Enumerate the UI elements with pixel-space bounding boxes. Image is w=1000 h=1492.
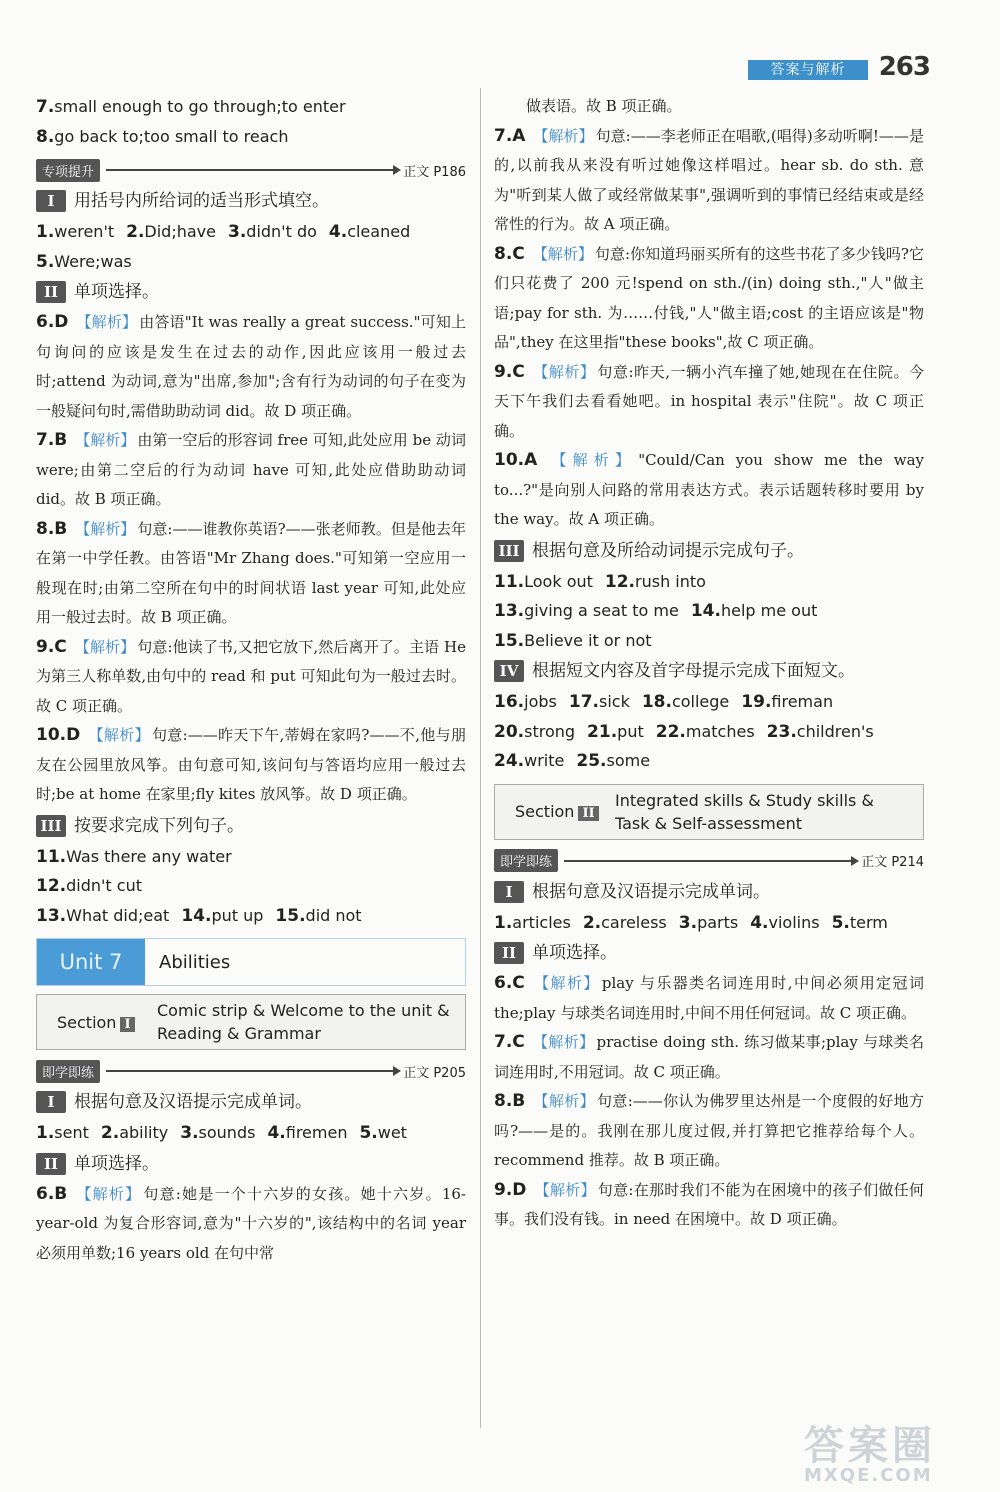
answer-row xyxy=(36,842,466,872)
banner-ref: 正文 P186 xyxy=(403,164,466,180)
question-answer: 10.D xyxy=(36,725,87,745)
roman-numeral-badge: I xyxy=(36,190,66,212)
roman-numeral-badge: III xyxy=(494,540,524,562)
explanation-text: "Could/Can you show me the way to...?"是向别人问路的常用表达方式。表示话题转移时要用 by the way。故 A 项正确。 xyxy=(494,451,924,528)
roman-numeral-badge: I xyxy=(36,1091,66,1113)
answer-item: 2.ability xyxy=(100,1123,169,1143)
answer-item: 5.wet xyxy=(359,1123,407,1143)
watermark-logo xyxy=(804,1414,994,1484)
analysis-tag: 【解析】 xyxy=(76,313,138,331)
sentence-answers xyxy=(494,567,924,656)
section-header xyxy=(494,784,924,840)
section-label: Section II xyxy=(495,802,615,821)
watermark-en: MXQE.COM xyxy=(804,1465,933,1486)
explanation-item xyxy=(36,308,466,426)
answer-item: 13.giving a seat to me xyxy=(494,601,679,621)
roman-numeral-badge: II xyxy=(36,1153,66,1175)
unit-label: Unit 7 xyxy=(37,939,145,985)
analysis-tag: 【解析】 xyxy=(75,519,136,538)
explanation-item xyxy=(36,721,466,810)
question-answer: 6.B xyxy=(36,1183,75,1204)
watermark-cn: 答案圈 xyxy=(804,1423,936,1469)
banner-label: 即学即练 xyxy=(36,1060,100,1083)
section-heading xyxy=(36,1086,466,1118)
word-answers xyxy=(36,1118,466,1148)
answers-tab-label: 答案与解析 xyxy=(748,60,868,80)
answer-item: 5.Were;was xyxy=(36,251,132,272)
answer-row xyxy=(36,871,466,901)
roman-numeral-badge: IV xyxy=(494,660,524,682)
analysis-tag: 【解析】 xyxy=(533,126,594,145)
section-title: 根据句意及汉语提示完成单词。 xyxy=(74,1092,312,1112)
explanation-item xyxy=(36,426,466,515)
answer-item: 11.Look out xyxy=(494,571,593,592)
explanation-text: 句意:昨天,一辆小汽车撞了她,她现在在住院。今天下午我们去看看她吧。in hospital 表示"住院"。故 C 项正确。 xyxy=(494,362,924,440)
section-heading xyxy=(36,276,466,308)
explanation-text: 由第一空后的形容词 free 可知,此处应用 be 动词 were;由第二空后的行为动词 have 可知,此处应借助助动词 did。故 B 项正确。 xyxy=(36,431,466,508)
choice-explanations xyxy=(494,122,924,535)
answer-item: 20.strong xyxy=(494,721,576,742)
right-column xyxy=(494,92,924,1235)
page-number: 263 xyxy=(878,52,930,82)
question-answer: 6.D xyxy=(36,312,75,332)
section-heading xyxy=(494,876,924,908)
explanation-text: 句意:——谁教你英语?——张老师教。但是他去年在第一中学任教。由答语"Mr Zhang does."可知第一空应用一般现在时;由第二空所在句中的时间状语 last year 可知,此处应用一般过去时。故 B 项正确。 xyxy=(36,519,466,626)
question-answer: 7.A xyxy=(494,125,532,146)
answer-item: 3.didn't do xyxy=(227,222,317,242)
explanation-item xyxy=(494,122,924,240)
section-title: 根据短文内容及首字母提示完成下面短文。 xyxy=(532,661,855,681)
section-title: 根据句意及汉语提示完成单词。 xyxy=(532,881,770,902)
choice-explanations xyxy=(36,1180,466,1269)
answer-item: 24.write xyxy=(494,751,565,771)
answer-item: 11.Was there any water xyxy=(36,846,232,867)
answer-row xyxy=(36,92,466,122)
explanation-text: 句意:——李老师正在唱歌,(唱得)多动听啊!——是的,以前我从来没有听过她像这样唱过。hear sb. do sth. 意为"听到某人做了或经常做某事",强调听到的事情已经结束或是经常性的行为。故 A 项正确。 xyxy=(494,126,924,233)
unit-header xyxy=(36,938,466,986)
column-divider xyxy=(480,88,481,1428)
answer-item: 15.Believe it or not xyxy=(494,630,652,651)
answer-item: 22.matches xyxy=(655,721,755,742)
arrow-icon xyxy=(106,1070,399,1072)
roman-numeral-badge: I xyxy=(494,881,524,903)
answer-row xyxy=(36,1118,466,1148)
explanation-item xyxy=(494,358,924,447)
question-answer: 9.C xyxy=(494,361,532,382)
choice-explanations xyxy=(36,308,466,810)
top-answers xyxy=(36,92,466,151)
answer-item: 5.term xyxy=(831,912,888,933)
section-description: Comic strip & Welcome to the unit & Reading & Grammar xyxy=(157,1001,450,1043)
section-heading xyxy=(494,655,924,687)
section-title: 按要求完成下列句子。 xyxy=(74,815,244,836)
banner-ref: 正文 P205 xyxy=(403,1065,466,1081)
analysis-tag: 【解析】 xyxy=(534,974,600,992)
answer-item: 4.firemen xyxy=(267,1123,348,1143)
section-title: 单项选择。 xyxy=(74,282,159,302)
section-heading xyxy=(494,937,924,969)
answer-item: 25.some xyxy=(576,751,651,771)
zhuanxiang-banner xyxy=(36,155,466,185)
passage-answers xyxy=(494,687,924,776)
roman-numeral-badge: II xyxy=(494,942,524,964)
answer-row xyxy=(494,746,924,776)
question-answer: 8.C xyxy=(494,243,531,264)
explanation-item xyxy=(494,1176,924,1235)
answer-item: 16.jobs xyxy=(494,692,557,712)
answer-row xyxy=(36,247,466,277)
answer-row xyxy=(494,626,924,656)
question-answer: 8.B xyxy=(36,518,74,539)
answer-item: 12.didn't cut xyxy=(36,876,142,896)
section-label: Section I xyxy=(37,1013,157,1032)
banner-ref: 正文 P214 xyxy=(861,855,924,870)
answer-item: 4.violins xyxy=(750,912,820,933)
word-answers xyxy=(494,908,924,938)
analysis-tag: 【解析】 xyxy=(75,431,136,449)
analysis-tag: 【解析】 xyxy=(88,726,150,744)
roman-numeral-badge: III xyxy=(36,815,66,837)
jixue-banner xyxy=(36,1056,466,1086)
arrow-icon xyxy=(106,169,399,171)
section-header xyxy=(36,994,466,1050)
question-answer: 8.B xyxy=(494,1091,532,1111)
explanation-text: 句意:她是一个十六岁的女孩。她十六岁。16-year-old 为复合形容词,意为"十六岁的",该结构中的名词 year 必须用单数;16 years old 在句中常 xyxy=(36,1184,466,1262)
answer-row xyxy=(494,567,924,597)
answer-row xyxy=(494,717,924,747)
answer-item: 19.fireman xyxy=(741,692,834,712)
section-title: 根据句意及所给动词提示完成句子。 xyxy=(532,540,804,561)
section-number: II xyxy=(578,806,598,821)
explanation-text: play 与乐器类名词连用时,中间必须用定冠词 the;play 与球类名词连用时,中间不用任何冠词。故 C 项正确。 xyxy=(494,974,924,1022)
explanation-item xyxy=(36,515,466,633)
answer-item: 15.did not xyxy=(275,905,362,926)
answer-item: 4.cleaned xyxy=(328,222,411,242)
answer-item: 13.What did;eat xyxy=(36,905,170,926)
sentence-answers xyxy=(36,842,466,931)
left-column xyxy=(36,92,466,1268)
explanation-text: 句意:在那时我们不能为在困境中的孩子们做任何事。我们没有钱。in need 在困境中。故 D 项正确。 xyxy=(494,1180,924,1228)
explanation-text: practise doing sth. 练习做某事;play 与球类名词连用时,不用冠词。故 C 项正确。 xyxy=(494,1033,924,1081)
answer-item: 1.articles xyxy=(494,912,571,933)
answer-row xyxy=(494,908,924,938)
answer-row xyxy=(36,122,466,152)
roman-numeral-badge: II xyxy=(36,281,66,303)
answer-item: 2.Did;have xyxy=(126,222,216,242)
question-answer: 9.D xyxy=(494,1179,533,1200)
choice-explanations xyxy=(494,969,924,1235)
answer-row xyxy=(36,901,466,931)
answer-item: 1.sent xyxy=(36,1123,89,1143)
answer-row xyxy=(494,596,924,626)
section-title: 用括号内所给词的适当形式填空。 xyxy=(74,191,329,211)
analysis-tag: 【解析】 xyxy=(532,244,593,263)
answer-item: 14.put up xyxy=(181,905,264,926)
analysis-tag: 【解析】 xyxy=(74,637,136,656)
fill-answers xyxy=(36,217,466,276)
analysis-tag: 【解析】 xyxy=(533,362,596,381)
analysis-tag: 【解析】 xyxy=(76,1184,142,1203)
section-number: I xyxy=(120,1017,134,1032)
explanation-text: 句意:他读了书,又把它放下,然后离开了。主语 He 为第三人称单数,由句中的 read 和 put 可知此句为一般过去时。故 C 项正确。 xyxy=(36,637,466,715)
question-answer: 10.A xyxy=(494,450,550,470)
arrow-icon xyxy=(564,860,857,862)
question-answer: 7.B xyxy=(36,430,74,450)
explanation-item xyxy=(494,1087,924,1176)
explanation-text: 句意:你知道玛丽买所有的这些书花了多少钱吗?它们只花费了 200 元!spend on sth./(in) doing sth.,"人"做主语;pay for sth. 为……付钱,"人"做主语;cost 的主语应该是"物品",they 在这里指"these books",故 C 项正确。 xyxy=(494,244,924,351)
section-title: 单项选择。 xyxy=(532,943,617,963)
question-answer: 6.C xyxy=(494,973,533,993)
section-heading xyxy=(36,185,466,217)
explanation-item xyxy=(494,1028,924,1087)
explanation-item xyxy=(494,446,924,535)
answer-item: 3.parts xyxy=(678,912,739,933)
answer-item: 3.sounds xyxy=(180,1123,256,1143)
answer-item: 18.college xyxy=(641,692,730,712)
section-heading xyxy=(36,810,466,842)
answer-item: 7.small enough to go through;to enter xyxy=(36,97,346,117)
answer-item: 21.put xyxy=(587,721,644,742)
answer-item: 1.weren't xyxy=(36,222,115,242)
explanation-item xyxy=(36,1180,466,1269)
section-title: 单项选择。 xyxy=(74,1153,159,1174)
analysis-tag: 【解析】 xyxy=(534,1180,596,1199)
answer-item: 17.sick xyxy=(568,692,630,712)
question-answer: 7.C xyxy=(494,1032,532,1052)
explanation-item xyxy=(494,240,924,358)
analysis-tag: 【解析】 xyxy=(533,1033,595,1051)
answer-item: 23.children's xyxy=(766,721,874,742)
banner-label: 专项提升 xyxy=(36,159,100,182)
answer-item: 2.careless xyxy=(582,912,667,933)
answer-item: 14.help me out xyxy=(690,601,818,621)
analysis-tag: 【解析】 xyxy=(533,1092,595,1110)
banner-label: 即学即练 xyxy=(494,849,558,872)
jixue-banner xyxy=(494,846,924,876)
explanation-text: 句意:——昨天下午,蒂姆在家吗?——不,他与朋友在公园里放风筝。由句意可知,该问句与答语均应用一般过去时;be at home 在家里;fly kites 放风筝。故 D 项正确。 xyxy=(36,726,466,803)
explanation-text: 句意:——你认为佛罗里达州是一个度假的好地方吗?——是的。我刚在那儿度过假,并打算把它推荐给每个人。recommend 推荐。故 B 项正确。 xyxy=(494,1092,924,1169)
explanation-item xyxy=(36,633,466,722)
answer-item: 12.rush into xyxy=(604,571,706,592)
page-header xyxy=(330,52,930,86)
answer-row xyxy=(494,687,924,717)
continued-text: 做表语。故 B 项正确。 xyxy=(526,97,682,115)
explanation-text: 由答语"It was really a great success."可知上句询问的应该是发生在过去的动作,因此应该用一般过去时;attend 为动词,意为"出席,参加";含有行为动词的句子在变为一般疑问句时,需借助助动词 did。故 D 项正确。 xyxy=(36,313,466,420)
section-heading xyxy=(494,535,924,567)
answer-row xyxy=(36,217,466,247)
question-answer: 9.C xyxy=(36,636,73,657)
analysis-tag: 【解析】 xyxy=(551,451,637,469)
section-description: Integrated skills & Study skills & Task & Self-assessment xyxy=(615,790,874,833)
section-heading xyxy=(36,1148,466,1180)
explanation-item xyxy=(494,969,924,1028)
unit-title: Abilities xyxy=(159,951,231,973)
answer-item: 8.go back to;too small to reach xyxy=(36,126,289,147)
